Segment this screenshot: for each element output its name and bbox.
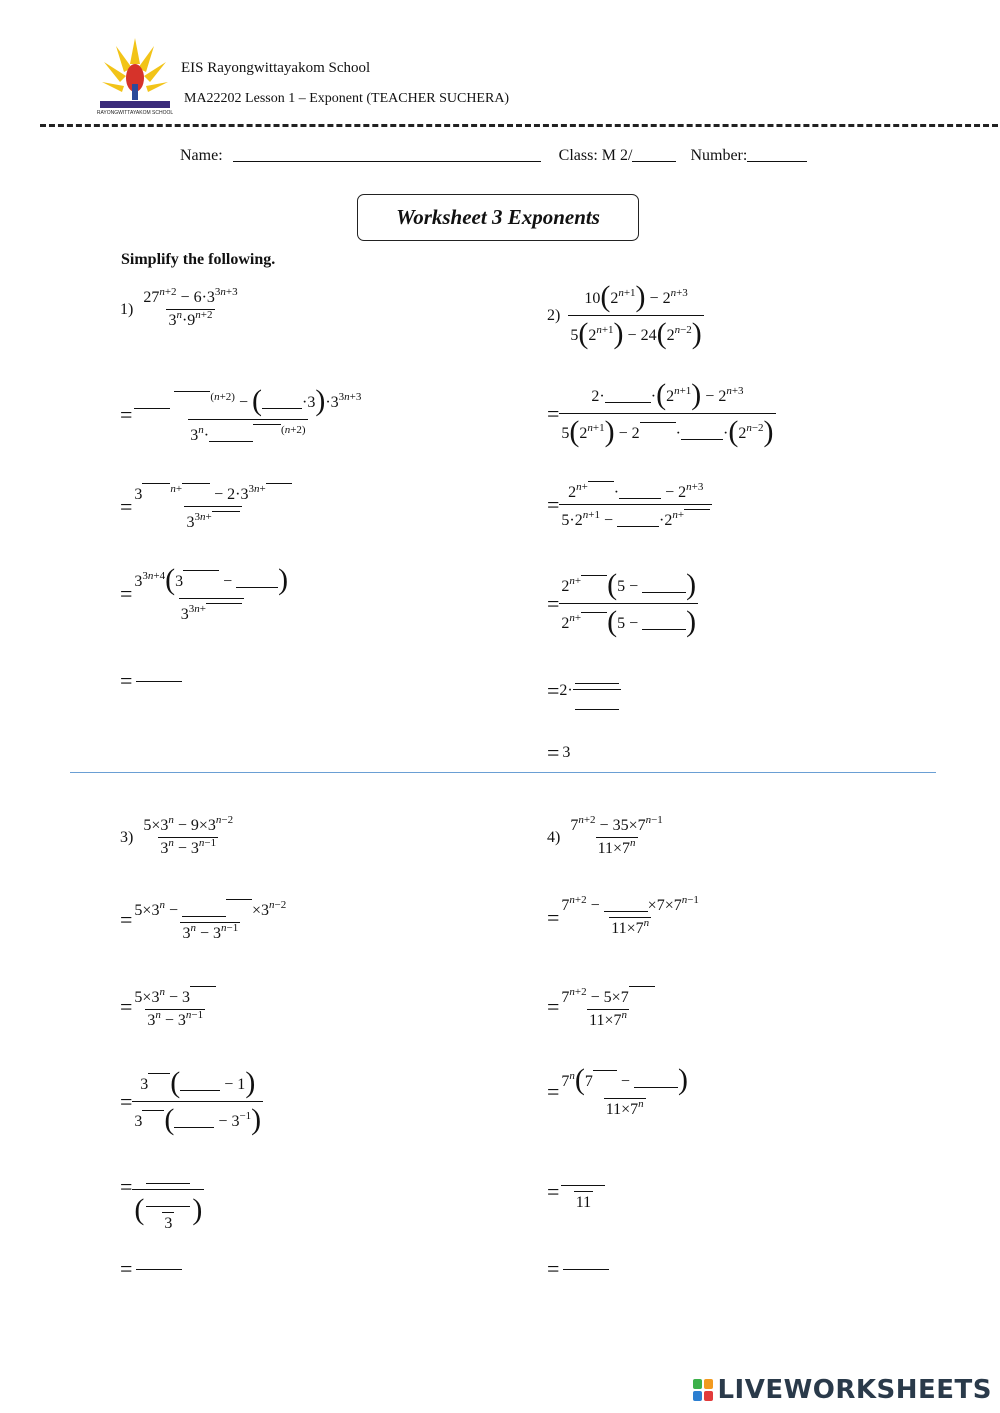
answer-input[interactable] — [563, 1268, 609, 1270]
blank-input[interactable] — [593, 1069, 617, 1071]
instruction: Simplify the following. — [121, 251, 276, 268]
problem-3-step-3: = $\frac{3 ( - 1)}{3 ( - 3^{-1})}$ — [120, 1066, 262, 1136]
problem-3-answer: = — [120, 1258, 182, 1280]
blank-input[interactable] — [142, 1109, 164, 1111]
blank-input[interactable] — [575, 708, 619, 710]
blank-input[interactable] — [605, 401, 651, 403]
problem-1-step-3: = $\frac{3^{3n+4}(3 - )}{3^{3n+}}$ — [120, 563, 289, 623]
blank-input[interactable] — [604, 910, 648, 912]
blank-input[interactable] — [190, 985, 216, 987]
blank-input[interactable] — [236, 586, 278, 588]
class-field[interactable] — [632, 160, 676, 162]
problem-1-step-1: = $\frac{^{(n+2)} - ( \cdot 3)\cdot 3^{3n+3}}{3^n\cdot ^{(n+2)}}$ — [120, 384, 362, 444]
answer-input[interactable] — [136, 680, 182, 682]
blank-input[interactable] — [226, 898, 252, 900]
blank-input[interactable] — [142, 482, 170, 484]
section-separator — [70, 772, 936, 773]
problem-2-label: 2) — [547, 306, 561, 324]
problem-4-step-2: = $\frac{7^{n+2} - 5\times 7}{11\times 7^n}$ — [547, 985, 657, 1029]
blank-input[interactable] — [681, 438, 723, 440]
name-field[interactable] — [233, 160, 541, 162]
blank-input[interactable] — [206, 602, 242, 604]
name-label: Name: — [180, 147, 223, 164]
blank-input[interactable] — [575, 682, 619, 684]
svg-text:RAYONGWITTAYAKOM SCHOOL: RAYONGWITTAYAKOM SCHOOL — [96, 110, 174, 116]
blank-input[interactable] — [634, 1086, 678, 1088]
blank-input[interactable] — [642, 628, 686, 630]
answer-input[interactable] — [136, 1268, 182, 1270]
problem-1-label: 1) — [120, 300, 134, 318]
blank-input[interactable] — [174, 390, 210, 392]
problem-4-statement: 4) $\frac{7^{n+2} - 35\times 7^{n-1}}{11\times 7^n}$ — [547, 814, 663, 857]
problem-2-step-2: = $\frac{2^{n+} \cdot - 2^{n+3}}{5\cdot 2^{n+1} - \cdot 2^{n+}}$ — [547, 480, 712, 529]
problem-3-step-1: = $\frac{5\times 3^n - \times 3^{n-2}}{3^n - 3^{n-1}}$ — [120, 899, 287, 942]
blank-input[interactable] — [134, 407, 170, 409]
problem-2-step-4: = 2· — [547, 670, 621, 712]
problem-4-label: 4) — [547, 828, 561, 846]
problem-2-step-3: = $\frac{2^{n+} (5 - )}{2^{n+} (5 - )}$ — [547, 568, 697, 638]
blank-input[interactable] — [629, 985, 655, 987]
blank-input[interactable] — [174, 1126, 214, 1128]
blank-input[interactable] — [209, 440, 253, 442]
blank-input[interactable] — [619, 497, 661, 499]
liveworksheets-brand — [693, 1375, 992, 1405]
problem-2-statement: 2) $\frac{10(2^{n+1}) - 2^{n+3}}{5(2^{n+1}) - 24(2^{n-2})}$ — [547, 280, 702, 350]
blank-input[interactable] — [148, 1072, 170, 1074]
blank-input[interactable] — [617, 525, 659, 527]
blank-input[interactable] — [561, 1184, 605, 1186]
number-label: Number: — [690, 147, 748, 164]
blank-input[interactable] — [588, 480, 614, 482]
problem-3-label: 3) — [120, 828, 134, 846]
problem-2-final-value: 3 — [562, 744, 571, 761]
problem-3-step-2: = $\frac{5\times 3^n - 3}{3^n - 3^{n-1}}$ — [120, 985, 218, 1029]
problem-3-step-4: = ( 3 ) — [120, 1174, 203, 1232]
blank-input[interactable] — [262, 407, 302, 409]
problem-3-statement: 3) $\frac{5\times 3^n - 9\times 3^{n-2}}{3^n - 3^{n-1}}$ — [120, 814, 234, 857]
school-name: EIS Rayongwittayakom School — [181, 60, 371, 76]
denominator-11: 11 — [574, 1191, 593, 1211]
school-logo — [96, 34, 174, 116]
blank-input[interactable] — [581, 611, 607, 613]
student-info-row — [180, 147, 807, 165]
problem-4-step-4: = 11 — [547, 1172, 607, 1211]
number-field[interactable] — [747, 160, 807, 162]
problem-2-step-1: = $\frac{2\cdot \cdot(2^{n+1}) - 2^{n+3}}{5(2^{n+1}) - 2 \cdot \cdot(2^{n-2})}$ — [547, 378, 774, 448]
blank-input[interactable] — [182, 482, 210, 484]
blank-input[interactable] — [642, 591, 686, 593]
problem-1-step-2: = $\frac{3 ^{n+} - 2\cdot 3^{3n+}}{3^{3n+}}$ — [120, 482, 294, 531]
problem-1-answer: = — [120, 670, 182, 692]
blank-input[interactable] — [684, 508, 710, 510]
worksheet-title: Worksheet 3 Exponents — [357, 194, 639, 241]
header-divider — [40, 124, 998, 127]
blank-input[interactable] — [183, 569, 219, 571]
problem-4-step-1: = $\frac{7^{n+2} - \times 7\times 7^{n-1}}{11\times 7^n}$ — [547, 894, 699, 937]
problem-4-step-3: = $\frac{7^n(7 - )}{11\times 7^n}$ — [547, 1063, 688, 1118]
course-info: MA22202 Lesson 1 – Exponent (TEACHER SUCHERA) — [184, 91, 510, 106]
blank-input[interactable] — [212, 510, 240, 512]
brand-text: LIVEWORKSHEETS — [717, 1375, 992, 1405]
blank-input[interactable] — [146, 1205, 190, 1207]
blank-input[interactable] — [266, 482, 292, 484]
liveworksheets-logo-icon — [693, 1379, 713, 1401]
problem-4-answer: = — [547, 1258, 609, 1280]
problem-2-answer: = 3 — [547, 740, 571, 765]
blank-input[interactable] — [180, 1089, 220, 1091]
problem-1-statement: 1) $\frac{27^{n+2} - 6\cdot 3^{3n+3}}{3^n\cdot 9^{n+2}}$ — [120, 286, 238, 329]
class-label: Class: M 2/ — [558, 147, 633, 164]
blank-input[interactable] — [253, 423, 281, 425]
blank-input[interactable] — [581, 574, 607, 576]
blank-input[interactable] — [146, 1182, 190, 1184]
blank-input[interactable] — [182, 915, 226, 917]
blank-input[interactable] — [640, 421, 676, 423]
